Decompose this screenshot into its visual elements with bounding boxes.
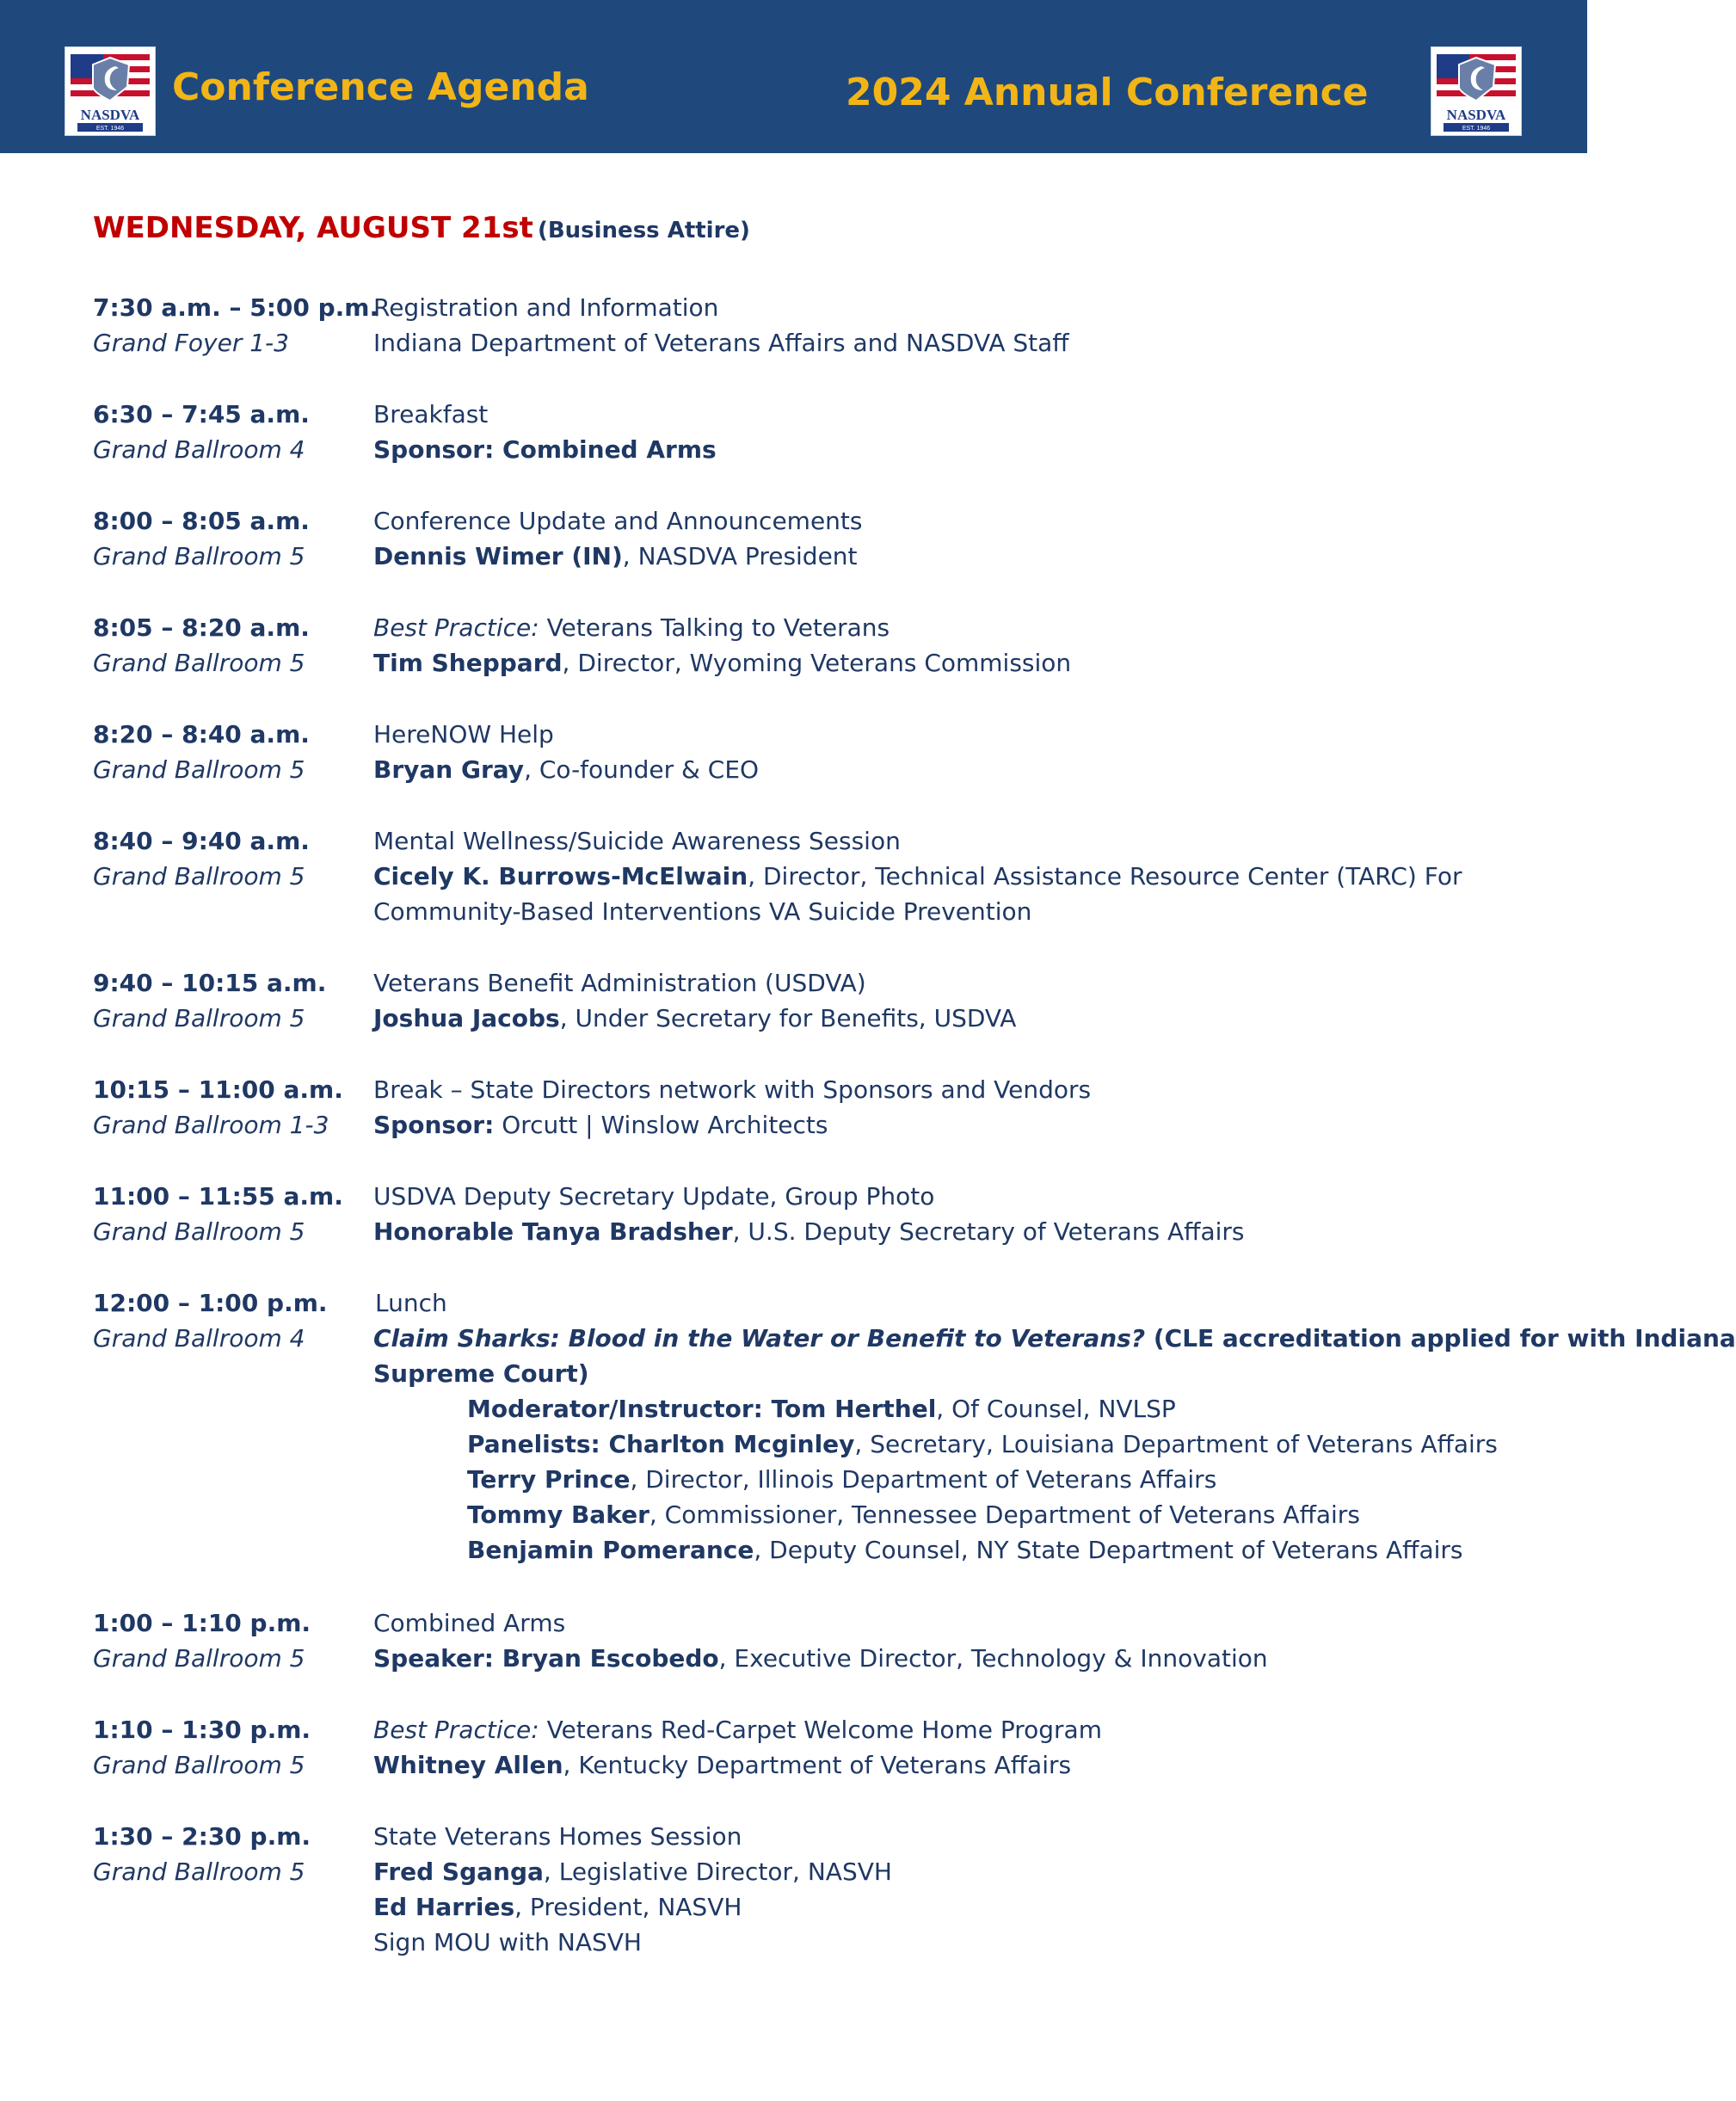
session-speaker-line bbox=[373, 650, 1071, 677]
session-title: Lunch bbox=[375, 1289, 447, 1317]
header-title-left: Conference Agenda bbox=[172, 65, 589, 109]
session-location: Grand Ballroom 5 bbox=[93, 1644, 305, 1673]
panelist-name: Panelists: Charlton Mcginley bbox=[467, 1430, 855, 1458]
session-detail: Indiana Department of Veterans Affairs and NASDVA Staff bbox=[373, 329, 1069, 357]
session-title: Break – State Directors network with Sponsors and Vendors bbox=[373, 1075, 1092, 1104]
session-location: Grand Foyer 1-3 bbox=[93, 329, 289, 357]
session-location: Grand Ballroom 5 bbox=[93, 755, 305, 784]
speaker-name: Dennis Wimer (IN) bbox=[373, 542, 623, 570]
panelist-role: , Secretary, Louisiana Department of Veterans Affairs bbox=[854, 1430, 1498, 1458]
session-location: Grand Ballroom 4 bbox=[93, 1324, 305, 1352]
session-time: 11:00 – 11:55 a.m. bbox=[93, 1182, 343, 1211]
session-location: Grand Ballroom 4 bbox=[93, 435, 305, 464]
header-title-right: 2024 Annual Conference bbox=[846, 71, 1369, 114]
session-title: Mental Wellness/Suicide Awareness Session bbox=[373, 827, 901, 855]
panelist-role: , Commissioner, Tennessee Department of Veterans Affairs bbox=[649, 1500, 1360, 1529]
speaker-role: , Kentucky Department of Veterans Affairs bbox=[563, 1751, 1072, 1779]
session-speaker-line bbox=[373, 1005, 1016, 1032]
session-title: Veterans Benefit Administration (USDVA) bbox=[373, 969, 866, 997]
session-time: 1:10 – 1:30 p.m. bbox=[93, 1716, 311, 1744]
session-location: Grand Ballroom 5 bbox=[93, 1858, 305, 1886]
panelist-name: Benjamin Pomerance bbox=[467, 1536, 754, 1564]
speaker-role: , NASDVA President bbox=[622, 542, 858, 570]
session-location: Grand Ballroom 5 bbox=[93, 1217, 305, 1246]
speaker-role: , Co-founder & CEO bbox=[524, 755, 760, 784]
sponsor-name: Orcutt | Winslow Architects bbox=[494, 1111, 828, 1139]
session-time: 8:40 – 9:40 a.m. bbox=[93, 827, 310, 855]
speaker-name: Bryan Gray bbox=[373, 755, 525, 784]
session-title: Conference Update and Announcements bbox=[373, 507, 863, 535]
panelist-role: , Deputy Counsel, NY State Department of Veterans Affairs bbox=[754, 1536, 1463, 1564]
speaker-role: , Director, Wyoming Veterans Commission bbox=[562, 649, 1072, 677]
speaker-name: Honorable Tanya Bradsher bbox=[373, 1217, 733, 1246]
session-title: Combined Arms bbox=[373, 1609, 566, 1637]
session-speaker-line bbox=[373, 1858, 892, 1886]
svg-text:NASDVA: NASDVA bbox=[80, 107, 140, 123]
session-title: Veterans Talking to Veterans bbox=[539, 613, 890, 642]
sponsor-label: Sponsor: bbox=[373, 1111, 495, 1139]
session-time: 8:05 – 8:20 a.m. bbox=[93, 613, 310, 642]
panelist-line bbox=[467, 1466, 1216, 1494]
panel-note-continued: Supreme Court) bbox=[373, 1359, 589, 1388]
session-location: Grand Ballroom 5 bbox=[93, 862, 305, 890]
speaker-role: , Legislative Director, NASVH bbox=[543, 1858, 892, 1886]
session-title: Breakfast bbox=[373, 400, 489, 428]
session-time: 8:20 – 8:40 a.m. bbox=[93, 720, 310, 749]
session-speaker-line bbox=[373, 1894, 742, 1921]
panelist-name: Moderator/Instructor: Tom Herthel bbox=[467, 1395, 937, 1423]
session-location: Grand Ballroom 1-3 bbox=[93, 1111, 329, 1139]
session-title: USDVA Deputy Secretary Update, Group Photo bbox=[373, 1182, 935, 1211]
panelist-line bbox=[467, 1537, 1463, 1564]
session-time: 1:30 – 2:30 p.m. bbox=[93, 1822, 311, 1851]
panelist-role: , Director, Illinois Department of Veterans Affairs bbox=[630, 1465, 1217, 1494]
speaker-name: Joshua Jacobs bbox=[373, 1004, 560, 1032]
session-speaker-line bbox=[373, 756, 759, 784]
session-time: 9:40 – 10:15 a.m. bbox=[93, 969, 327, 997]
session-sponsor-line bbox=[373, 1112, 828, 1139]
session-time: 6:30 – 7:45 a.m. bbox=[93, 400, 310, 428]
session-location: Grand Ballroom 5 bbox=[93, 542, 305, 570]
session-speaker-line bbox=[373, 1752, 1071, 1779]
session-title-line bbox=[373, 1716, 1102, 1744]
session-speaker-line bbox=[373, 1218, 1244, 1246]
session-time: 7:30 a.m. – 5:00 p.m. bbox=[93, 293, 379, 322]
session-title: HereNOW Help bbox=[373, 720, 554, 749]
session-time: 1:00 – 1:10 p.m. bbox=[93, 1609, 311, 1637]
svg-text:EST. 1946: EST. 1946 bbox=[95, 126, 125, 132]
session-sponsor: Sponsor: Combined Arms bbox=[373, 435, 717, 464]
session-time: 12:00 – 1:00 p.m. bbox=[93, 1289, 328, 1317]
speaker-name: Fred Sganga bbox=[373, 1858, 544, 1886]
session-location: Grand Ballroom 5 bbox=[93, 1751, 305, 1779]
day-title: WEDNESDAY, AUGUST 21st bbox=[93, 211, 533, 245]
dress-code: (Business Attire) bbox=[537, 218, 750, 243]
speaker-name: Cicely K. Burrows-McElwain bbox=[373, 862, 748, 890]
speaker-name: Ed Harries bbox=[373, 1893, 515, 1921]
session-speaker-line bbox=[373, 543, 858, 570]
session-speaker-line bbox=[373, 863, 1462, 890]
panelist-name: Terry Prince bbox=[467, 1465, 631, 1494]
panelist-line bbox=[467, 1501, 1360, 1529]
speaker-role: , Director, Technical Assistance Resource Center (TARC) For bbox=[748, 862, 1462, 890]
svg-text:EST. 1946: EST. 1946 bbox=[1462, 126, 1491, 132]
speaker-name: Speaker: Bryan Escobedo bbox=[373, 1644, 719, 1673]
session-title-line bbox=[373, 614, 890, 642]
speaker-role: , Executive Director, Technology & Innovation bbox=[718, 1644, 1268, 1673]
session-location: Grand Ballroom 5 bbox=[93, 1004, 305, 1032]
session-title: Veterans Red-Carpet Welcome Home Program bbox=[539, 1716, 1102, 1744]
svg-text:NASDVA: NASDVA bbox=[1446, 107, 1506, 123]
speaker-role-continued: Community-Based Interventions VA Suicide Prevention bbox=[373, 897, 1032, 926]
speaker-role: , Under Secretary for Benefits, USDVA bbox=[559, 1004, 1017, 1032]
session-time: 8:00 – 8:05 a.m. bbox=[93, 507, 310, 535]
session-title: State Veterans Homes Session bbox=[373, 1822, 742, 1851]
panel-title-line bbox=[373, 1325, 1736, 1352]
speaker-role: , U.S. Deputy Secretary of Veterans Affairs bbox=[732, 1217, 1245, 1246]
panelist-line bbox=[467, 1431, 1498, 1458]
session-speaker-line bbox=[373, 1645, 1268, 1673]
panel-title: Claim Sharks: Blood in the Water or Benefit to Veterans? bbox=[373, 1324, 1146, 1352]
panelist-role: , Of Counsel, NVLSP bbox=[936, 1395, 1176, 1423]
session-time: 10:15 – 11:00 a.m. bbox=[93, 1075, 343, 1104]
session-location: Grand Ballroom 5 bbox=[93, 649, 305, 677]
session-title: Registration and Information bbox=[373, 293, 719, 322]
session-note: Sign MOU with NASVH bbox=[373, 1928, 642, 1956]
best-practice-label: Best Practice: bbox=[373, 613, 539, 642]
speaker-role: , President, NASVH bbox=[514, 1893, 742, 1921]
panelist-name: Tommy Baker bbox=[467, 1500, 649, 1529]
speaker-name: Tim Sheppard bbox=[373, 649, 563, 677]
best-practice-label: Best Practice: bbox=[373, 1716, 539, 1744]
panel-note: (CLE accreditation applied for with Indiana bbox=[1145, 1324, 1736, 1352]
panelist-line bbox=[467, 1396, 1176, 1423]
speaker-name: Whitney Allen bbox=[373, 1751, 563, 1779]
